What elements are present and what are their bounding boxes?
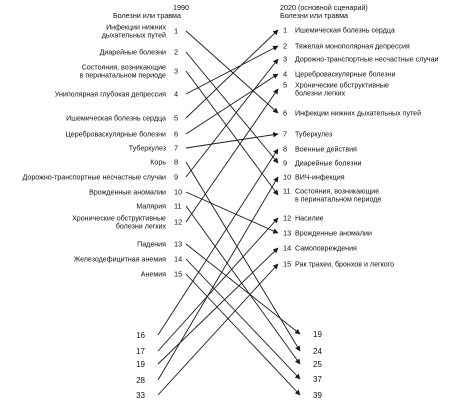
right-item-label: в перинатальном периоде [295, 195, 382, 204]
left-item-rank: 15 [174, 269, 183, 279]
right-item-rank: 15 [283, 259, 292, 269]
right-header-subtitle: Болезни или травма [280, 11, 349, 20]
right-bottom-rank: 25 [313, 359, 322, 369]
left-item-rank: 9 [174, 172, 179, 182]
left-item-rank: 6 [174, 129, 179, 139]
left-item-label: Туберкулез [128, 144, 166, 153]
right-item-rank: 10 [283, 172, 292, 182]
right-item-label: Военные действия [295, 145, 357, 154]
left-item-label: Инфекции нижних [106, 23, 166, 32]
left-item-rank: 12 [174, 217, 183, 227]
left-item-label: Малярия [136, 202, 166, 211]
transition-arrow [158, 248, 278, 364]
left-item-rank: 7 [174, 143, 179, 153]
left-item-rank: 3 [174, 66, 179, 76]
right-item-label: Состояния, возникающие [295, 187, 380, 196]
left-bottom-rank: 16 [136, 330, 145, 340]
left-header-year: 1990 [173, 3, 189, 12]
left-bottom-rank: 17 [136, 346, 145, 356]
transition-arrow [186, 46, 278, 94]
left-item-rank: 11 [174, 201, 182, 211]
right-item-label: Хронические обструктивные [295, 81, 389, 90]
left-item-rank: 10 [174, 187, 183, 197]
right-item-rank: 4 [283, 69, 288, 79]
transition-arrow [186, 74, 278, 134]
right-item-label: Самоповреждения [295, 244, 357, 253]
right-bottom-rank: 19 [313, 329, 322, 339]
right-item-rank: 1 [283, 25, 288, 35]
transition-arrow [186, 71, 278, 195]
left-item-rank: 14 [174, 254, 183, 264]
right-item-rank: 6 [283, 108, 288, 118]
left-item-label: Дорожно-транспортные несчастные случаи [22, 173, 166, 182]
left-item-label: Врожденные аномалии [89, 188, 166, 197]
transition-arrow [186, 259, 300, 379]
left-item-label: Корь [150, 158, 166, 167]
right-item-rank: 12 [283, 213, 292, 223]
right-item-label: Туберкулез [295, 130, 333, 139]
right-item-rank: 14 [283, 243, 292, 253]
left-item-rank: 5 [174, 113, 179, 123]
transition-lines [158, 30, 300, 395]
right-item-label: Ишемическая болезнь сердца [295, 26, 395, 35]
left-item-rank: 1 [174, 26, 179, 36]
right-item-label: Дорожно-транспортные несчастные случаи [295, 55, 439, 64]
right-item-label: Цереброваскулярные болезни [295, 70, 396, 79]
left-header-subtitle: Болезни или травма [112, 11, 181, 20]
left-item-rank: 4 [174, 89, 179, 99]
left-item-label: Падения [137, 240, 166, 249]
right-header-year: 2020 (основной сценарий) [280, 3, 368, 12]
right-item-rank: 2 [283, 41, 288, 51]
right-item-label: Инфекции нижних дыхательных путей [295, 109, 422, 118]
transition-arrow [186, 192, 278, 233]
transition-arrow [186, 274, 300, 395]
right-item-rank: 3 [283, 54, 288, 64]
right-item-rank: 11 [283, 186, 291, 196]
right-item-label: болезни легких [295, 89, 346, 98]
left-item-label: Цереброваскулярные болезни [65, 130, 166, 139]
right-item-label: Диарейные болезни [295, 159, 362, 168]
transition-arrow [186, 59, 278, 177]
right-ranking-list [283, 26, 439, 269]
right-bottom-rank: 24 [313, 346, 322, 356]
left-item-label: Ишемическая болезнь сердца [66, 114, 166, 123]
left-item-label: Хронические обструктивные [72, 214, 166, 223]
left-bottom-ranks [136, 331, 145, 400]
transition-arrow [158, 264, 278, 395]
transition-arrow [186, 89, 278, 222]
right-item-label: ВИЧ-инфекция [295, 173, 345, 182]
left-ranking-list [22, 23, 182, 278]
right-item-rank: 9 [283, 158, 288, 168]
right-item-rank: 5 [283, 80, 288, 90]
left-item-rank: 13 [174, 239, 183, 249]
left-bottom-rank: 19 [136, 359, 145, 369]
right-item-rank: 13 [283, 228, 292, 238]
left-item-label: Состояния, возникающие [81, 63, 166, 72]
left-item-label: Анемия [140, 270, 166, 279]
left-item-label: дыхательных путей [101, 31, 166, 40]
right-item-rank: 8 [283, 144, 288, 154]
right-item-label: Тяжелая монополярная депрессия [295, 42, 410, 51]
left-item-label: болезни легких [115, 222, 166, 231]
right-bottom-rank: 37 [313, 374, 322, 384]
left-bottom-rank: 33 [136, 390, 145, 400]
left-item-label: в перинатальном периоде [79, 71, 166, 80]
right-bottom-ranks [313, 330, 322, 400]
right-bottom-rank: 39 [313, 390, 322, 400]
left-bottom-rank: 28 [136, 375, 145, 385]
left-item-label: Униполярная глубокая депрессия [54, 90, 166, 99]
left-item-rank: 2 [174, 47, 179, 57]
right-item-rank: 7 [283, 129, 288, 139]
right-item-label: Насилие [295, 214, 324, 223]
left-item-label: Железодефицитная анемия [73, 255, 166, 264]
left-item-label: Диарейные болезни [99, 48, 166, 57]
left-item-rank: 8 [174, 157, 179, 167]
right-item-label: Врожденные аномалии [295, 229, 372, 238]
right-item-label: Рак трахеи, бронхов и легкого [295, 260, 395, 269]
